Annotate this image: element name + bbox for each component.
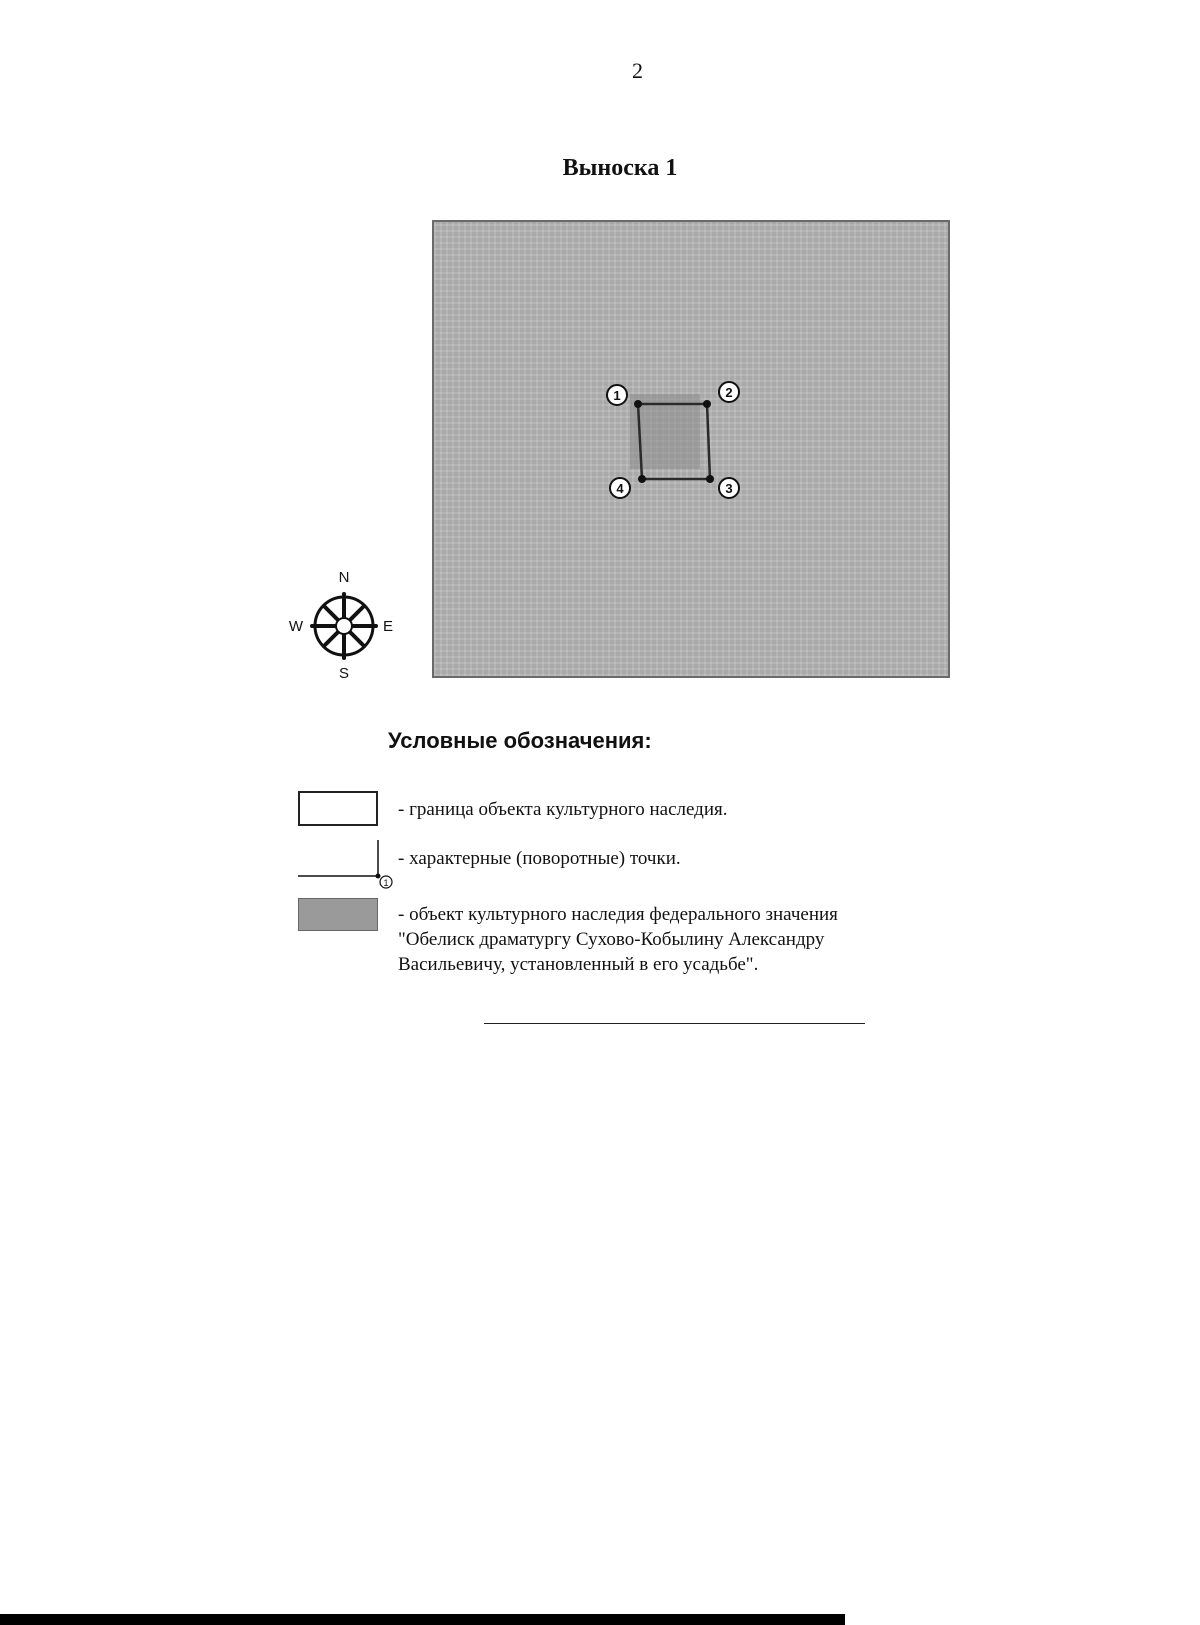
compass-w: W xyxy=(288,618,304,635)
point-label-1 xyxy=(607,385,627,405)
turning-point-3 xyxy=(706,475,714,483)
compass-n: N xyxy=(338,569,350,586)
compass-s: S xyxy=(338,665,350,680)
scan-edge-bar xyxy=(0,1614,845,1625)
shaded-object-symbol-icon xyxy=(298,898,378,931)
legend-item-text: - граница объекта культурного наследия. xyxy=(398,799,728,820)
point-label-3-text: 3 xyxy=(725,481,733,496)
point-label-1-text: 1 xyxy=(613,388,621,403)
turning-point-2 xyxy=(703,400,711,408)
turning-point-marker-text: 1 xyxy=(383,878,389,888)
point-label-2 xyxy=(719,382,739,402)
page-number: 2 xyxy=(632,58,643,83)
legend-title: Условные обозначения: xyxy=(388,728,652,753)
point-label-4 xyxy=(610,478,630,498)
closing-rule xyxy=(484,1023,865,1024)
map-extract xyxy=(432,220,950,678)
legend-item-text: - объект культурного наследия федерального значения "Обелиск драматургу Сухово-Кобылину Александру Васильевичу, установленный в его усадьбе". xyxy=(398,904,838,975)
legend-item-text: - характерные (поворотные) точки. xyxy=(398,848,681,869)
turning-point-1 xyxy=(634,400,642,408)
callout-title: Выноска 1 xyxy=(562,155,678,181)
turning-point-symbol-icon xyxy=(298,840,398,890)
boundary-symbol-icon xyxy=(298,791,378,826)
point-label-4-text: 4 xyxy=(616,481,624,496)
turning-point-4 xyxy=(638,475,646,483)
compass-e: E xyxy=(382,618,394,635)
map-drawing xyxy=(434,222,948,676)
compass-rose-icon xyxy=(288,568,400,680)
point-label-3 xyxy=(719,478,739,498)
point-label-2-text: 2 xyxy=(725,385,733,400)
